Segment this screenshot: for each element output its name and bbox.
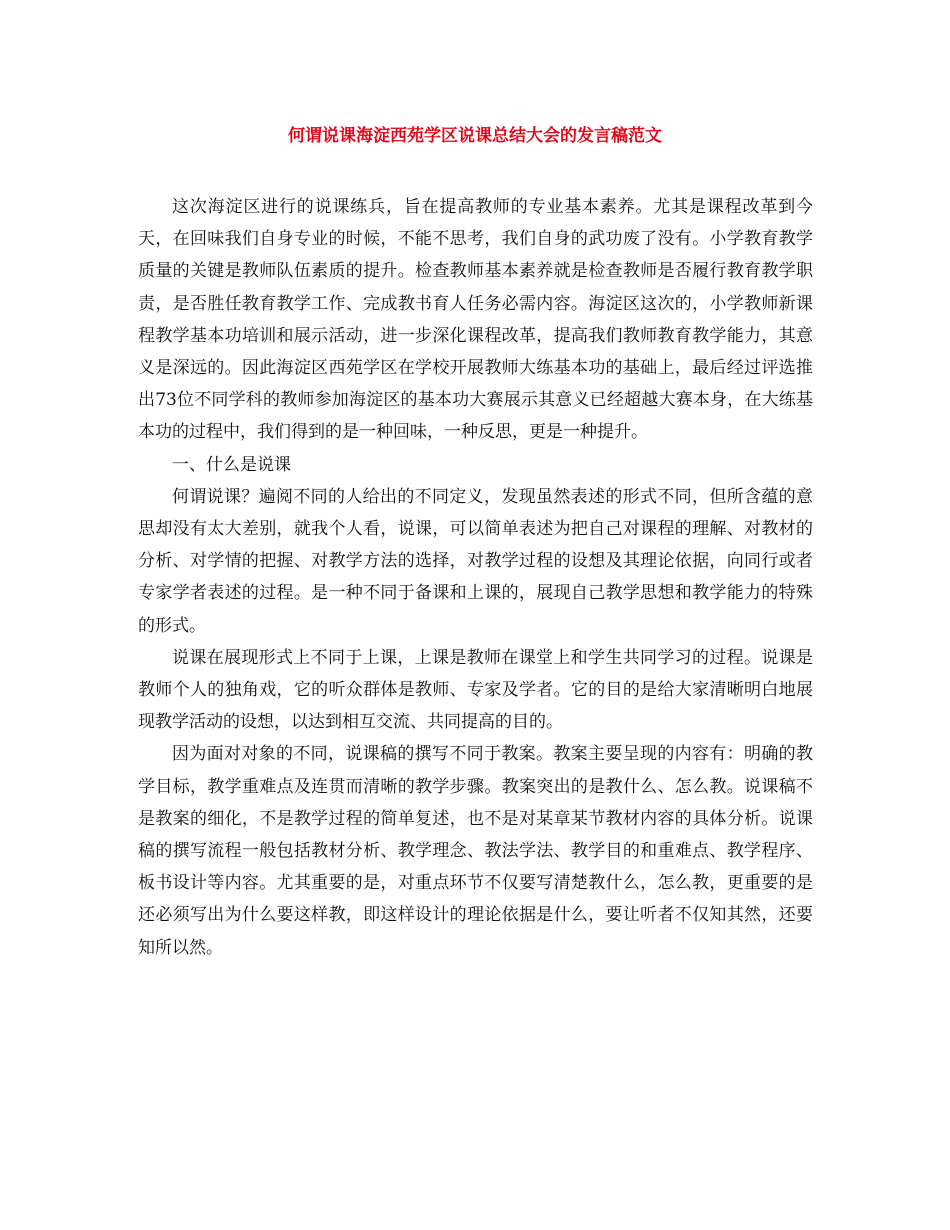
document-body (138, 191, 813, 964)
paragraph-form: 说课在展现形式上不同于上课，上课是教师在课堂上和学生共同学习的过程。说课是教师个人的独角戏，它的听众群体是教师、专家及学者。它的目的是给大家清晰明白地展现教学活动的设想，以达到相互交流、共同提高的目的。 (138, 647, 813, 733)
document-title: 何谓说课海淀西苑学区说课总结大会的发言稿范文 (288, 126, 662, 146)
section-heading-what-is-shuoke: 一、什么是说课 (172, 454, 291, 475)
paragraph-manuscript: 因为面对对象的不同，说课稿的撰写不同于教案。教案主要呈现的内容有：明确的教学目标，教学重难点及连贯而清晰的教学步骤。教案突出的是教什么、怎么教。说课稿不是教案的细化，不是教学过程的简单复述，也不是对某章某节教材内容的具体分析。说课稿的撰写流程一般包括教材分析、教学理念、教法学法、教学目的和重难点、教学程序、板书设计等内容。尤其重要的是，对重点环节不仅要写清楚教什么，怎么教，更重要的是还必须写出为什么要这样教，即这样设计的理论依据是什么，要让听者不仅知其然，还要知所以然。 (138, 744, 813, 958)
paragraph-definition: 何谓说课？遍阅不同的人给出的不同定义，发现虽然表述的形式不同，但所含蕴的意思却没有太大差别，就我个人看，说课，可以简单表述为把自己对课程的理解、对教材的分析、对学情的把握、对教学方法的选择，对教学过程的设想及其理论依据，向同行或者专家学者表述的过程。是一种不同于备课和上课的，展现自己教学思想和教学能力的特殊的形式。 (138, 486, 813, 636)
paragraph-intro: 这次海淀区进行的说课练兵，旨在提高教师的专业基本素养。尤其是课程改革到今天，在回味我们自身专业的时候，不能不思考，我们自身的武功废了没有。小学教育教学质量的关键是教师队伍素质的提升。检查教师基本素养就是检查教师是否履行教育教学职责，是否胜任教育教学工作、完成教书育人任务必需内容。海淀区这次的，小学教师新课程教学基本功培训和展示活动，进一步深化课程改革，提高我们教师教育教学能力，其意义是深远的。因此海淀区西苑学区在学校开展教师大练基本功的基础上，最后经过评选推出73位不同学科的教师参加海淀区的基本功大赛展示其意义已经超越大赛本身，在大练基本功的过程中，我们得到的是一种回味，一种反思，更是一种提升。 (138, 197, 813, 443)
